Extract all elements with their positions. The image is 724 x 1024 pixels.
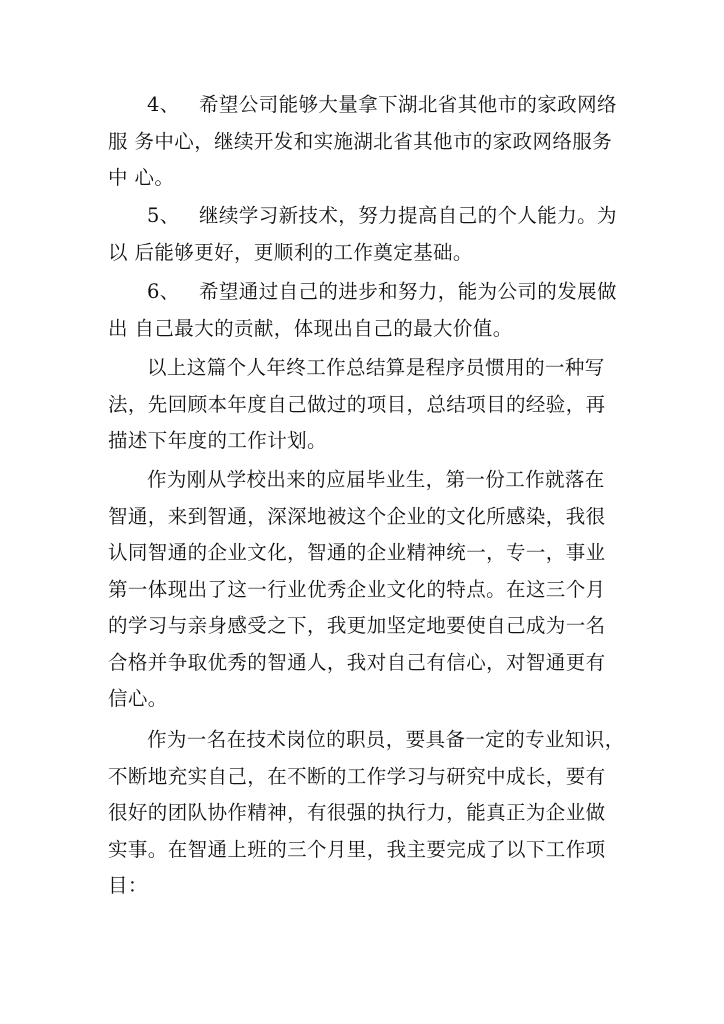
paragraph-line: 作为刚从学校出来的应届毕业生，第一份工作就落在 bbox=[147, 468, 605, 491]
paragraph-line: 不断地充实自己，在不断的工作学习与研究中成长，要有 bbox=[108, 764, 606, 788]
paragraph-line: 作为一名在技术岗位的职员，要具备一定的专业知识， bbox=[147, 728, 625, 751]
item-number: 6、 bbox=[147, 280, 180, 303]
paragraph-line: 以上这篇个人年终工作总结算是程序员惯用的一种写 bbox=[147, 356, 605, 379]
item-number: 4、 bbox=[147, 93, 180, 116]
paragraph-line: 第一体现出了这一行业优秀企业文化的特点。在这三个月 bbox=[108, 577, 606, 601]
paragraph-line: 中 心。 bbox=[108, 166, 175, 189]
paragraph-line: 信心。 bbox=[108, 687, 168, 710]
paragraph-line: 以 后能够更好，更顺利的工作奠定基础。 bbox=[108, 240, 473, 264]
paragraph-line: 合格并争取优秀的智通人，我对自己有信心，对智通更有 bbox=[108, 650, 606, 674]
paragraph-line: 很好的团队协作精神，有很强的执行力，能真正为企业做 bbox=[108, 801, 606, 824]
list-item-5 bbox=[108, 198, 628, 271]
list-item-4 bbox=[108, 87, 628, 197]
summary-paragraph bbox=[108, 350, 628, 460]
line-text: 希望公司能够大量拿下湖北省其他市的家政网络 bbox=[199, 93, 617, 116]
graduate-paragraph bbox=[108, 462, 628, 718]
paragraph-line bbox=[108, 87, 628, 124]
paragraph-line: 描述下年度的工作计划。 bbox=[108, 429, 327, 452]
paragraph-line: 出 自己最大的贡献，体现出自己的最大价值。 bbox=[108, 316, 513, 340]
paragraph-line: 法，先回顾本年度自己做过的项目，总结项目的经验，再 bbox=[108, 392, 606, 416]
paragraph-line: 目： bbox=[108, 874, 148, 897]
line-text: 希望通过自己的进步和努力，能为公司的发展做 bbox=[199, 280, 617, 303]
tech-position-paragraph bbox=[108, 722, 628, 905]
paragraph-line: 认同智通的企业文化，智通的企业精神统一，专一，事业 bbox=[108, 541, 606, 564]
paragraph-line: 服 务中心，继续开发和实施湖北省其他市的家政网络服务 bbox=[108, 129, 613, 153]
list-item-6 bbox=[108, 274, 628, 347]
paragraph-line: 实事。在智通上班的三个月里，我主要完成了以下工作项 bbox=[108, 837, 606, 861]
paragraph-line: 智通，来到智通，深深地被这个企业的文化所感染，我很 bbox=[108, 504, 606, 528]
item-number: 5、 bbox=[147, 204, 180, 227]
paragraph-line bbox=[108, 274, 628, 311]
paragraph-line: 的学习与亲身感受之下，我更加坚定地要使自己成为一名 bbox=[108, 614, 606, 637]
line-text: 继续学习新技术，努力提高自己的个人能力。为 bbox=[199, 204, 617, 227]
paragraph-line bbox=[108, 198, 628, 235]
